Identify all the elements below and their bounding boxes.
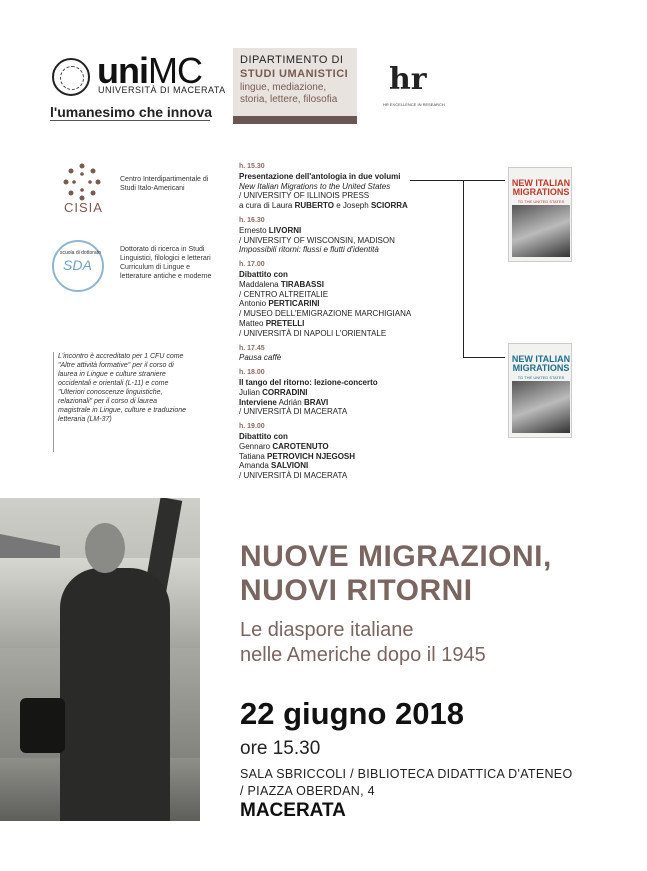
program-time: h. 16.30 bbox=[239, 216, 265, 224]
tagline: l'umanesimo che innova bbox=[50, 104, 213, 120]
program-time: h. 17.00 bbox=[239, 261, 265, 269]
program-time: h. 15.30 bbox=[239, 163, 265, 170]
program-line: Gennaro CAROTENUTO bbox=[239, 441, 329, 451]
photo-figure bbox=[60, 568, 170, 821]
program-line: Antonio PERTICARINI bbox=[239, 299, 320, 309]
event-title-line2: NUOVI RITORNI bbox=[240, 574, 473, 607]
department-line1: DIPARTIMENTO DI bbox=[240, 54, 344, 66]
event-subtitle-line2: nelle Americhe dopo il 1945 bbox=[240, 644, 486, 666]
program-line: / UNIVERSITÀ DI MACERATA bbox=[239, 407, 348, 417]
program-line: Maddalena TIRABASSI bbox=[239, 279, 324, 289]
event-venue bbox=[240, 766, 572, 800]
cisia-logo-icon bbox=[60, 160, 104, 204]
program-time: h. 19.00 bbox=[239, 423, 265, 431]
university-name: UNIVERSITÀ DI MACERATA bbox=[98, 85, 226, 95]
cisia-description: Centro Interdipartimentale di Studi Italo-Americani bbox=[120, 176, 209, 192]
venue-line2: / PIAZZA OBERDAN, 4 bbox=[240, 784, 375, 798]
event-city: MACERATA bbox=[240, 800, 346, 821]
program-line: / UNIVERSITÀ DI NAPOLI L'ORIENTALE bbox=[239, 328, 387, 338]
program bbox=[239, 157, 469, 481]
program-line: Pausa caffè bbox=[239, 353, 282, 363]
event-subtitle bbox=[240, 618, 486, 668]
book-title: NEW ITALIAN MIGRATIONS bbox=[511, 178, 571, 197]
emigrant-photo bbox=[0, 498, 200, 821]
cisia-name: CISIA bbox=[64, 200, 103, 215]
program-line: Dibattito con bbox=[239, 269, 288, 279]
event-time: ore 15.30 bbox=[240, 738, 321, 759]
book-subtitle: TO THE UNITED STATES bbox=[517, 375, 565, 380]
event-subtitle-line1: Le diaspore italiane bbox=[240, 619, 414, 641]
book-subtitle: TO THE UNITED STATES bbox=[517, 199, 565, 204]
program-time: h. 17.45 bbox=[239, 344, 265, 352]
university-seal-icon bbox=[52, 58, 90, 96]
program-line: Il tango del ritorno: lezione-concerto bbox=[239, 377, 378, 387]
unimc-logo: uniMC bbox=[97, 50, 202, 91]
program-line: Tatiana PETROVICH NJEGOSH bbox=[239, 451, 356, 461]
book-cover-volume-1 bbox=[508, 167, 572, 262]
program-line: / UNIVERSITY OF WISCONSIN, MADISON bbox=[239, 235, 395, 245]
department-bar bbox=[233, 116, 357, 124]
department-line2: STUDI UMANISTICI bbox=[240, 68, 349, 80]
program-line: Matteo PRETELLI bbox=[239, 318, 305, 328]
program-line: / UNIVERSITY OF ILLINOIS PRESS bbox=[239, 191, 370, 201]
accreditation-note: L'incontro è accreditato per 1 CFU come "Altre attività formative" per il corso di laurea in Lingue e culture straniere occidentali e orientali (L-11) e come "Ulteriori conoscenze linguistiche, relazionali" per il corso di laurea magistrale in Lingue, culture e traduzione letteraria (LM-37) bbox=[58, 353, 187, 423]
program-line: Julian CORRADINI bbox=[239, 387, 308, 397]
book-title-line: New Italian Migrations to the United States bbox=[239, 181, 391, 191]
program-line: Dibattito con bbox=[239, 431, 288, 441]
department-line3: lingue, mediazione, storia, lettere, filosofia bbox=[240, 82, 338, 105]
book-cover-photo bbox=[512, 205, 570, 257]
book-cover-photo bbox=[512, 381, 570, 433]
sda-description: Dottorato di ricerca in Studi Linguistici, filologici e letterari Curriculum di Lingue e letterature antiche e moderne bbox=[120, 246, 212, 280]
sda-name: SDA bbox=[63, 257, 92, 273]
event-date: 22 giugno 2018 bbox=[240, 696, 464, 731]
accreditation-rule bbox=[53, 352, 54, 452]
book-title: NEW ITALIAN MIGRATIONS bbox=[511, 354, 571, 373]
connector-line bbox=[463, 180, 464, 357]
book-cover-volume-2 bbox=[508, 343, 572, 438]
photo-bag bbox=[20, 698, 65, 753]
hr-excellence-label: HR EXCELLENCE IN RESEARCH bbox=[383, 102, 445, 107]
photo-ship bbox=[0, 518, 60, 558]
program-line: Ernesto LIVORNI bbox=[239, 225, 302, 235]
venue-line1: SALA SBRICCOLI / BIBLIOTECA DIDATTICA D'ATENEO bbox=[240, 767, 573, 781]
program-line: Interviene Adrián BRAVI bbox=[239, 397, 329, 407]
program-time: h. 18.00 bbox=[239, 369, 265, 377]
program-line: Impossibili ritorni: flussi e flutti d'identità bbox=[239, 245, 379, 255]
event-title-line1: NUOVE MIGRAZIONI, bbox=[240, 540, 552, 573]
program-line: / CENTRO ALTREITALIE bbox=[239, 289, 329, 299]
program-line: Presentazione dell'antologia in due volumi bbox=[239, 171, 401, 181]
sda-small-label: scuola di dottorato bbox=[60, 250, 101, 256]
connector-line bbox=[410, 180, 505, 181]
photo-head bbox=[85, 523, 125, 573]
connector-line bbox=[463, 357, 505, 358]
hr-excellence-logo: hr bbox=[389, 62, 427, 97]
program-line: Amanda SALVIONI bbox=[239, 461, 309, 471]
program-line: a cura di Laura RUBERTO e Joseph SCIORRA bbox=[239, 201, 408, 211]
program-line: / MUSEO DELL'EMIGRAZIONE MARCHIGIANA bbox=[239, 309, 412, 319]
program-line: / UNIVERSITÀ DI MACERATA bbox=[239, 471, 348, 481]
event-title bbox=[240, 540, 552, 608]
divider bbox=[50, 120, 210, 121]
